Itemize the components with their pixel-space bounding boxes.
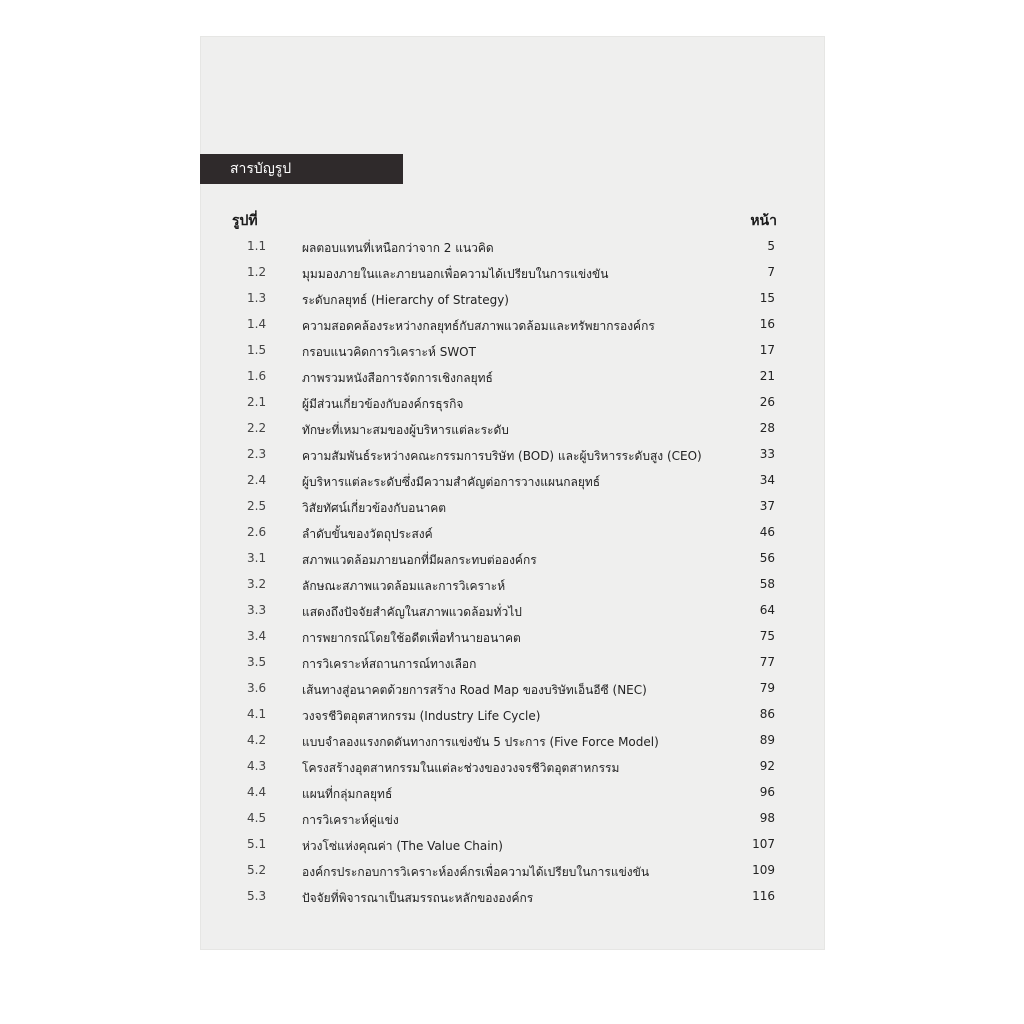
figure-page: 15: [759, 291, 775, 305]
figure-page: 89: [759, 733, 775, 747]
section-title-bar: สารบัญรูป: [200, 154, 403, 184]
figure-title: สภาพแวดล้อมภายนอกที่มีผลกระทบต่อองค์กร: [302, 553, 537, 567]
figure-entry: [200, 702, 825, 728]
figure-number: 1.4: [247, 317, 267, 331]
figure-title: ห่วงโซ่แห่งคุณค่า (The Value Chain): [302, 839, 503, 853]
figure-entry: [200, 338, 825, 364]
figure-page: 21: [759, 369, 775, 383]
figure-entry: [200, 858, 825, 884]
figure-entry: [200, 806, 825, 832]
figure-entry: [200, 312, 825, 338]
figure-number: 4.4: [247, 785, 267, 799]
figure-entry: [200, 494, 825, 520]
figure-entry: [200, 728, 825, 754]
figure-page: 5: [767, 239, 775, 253]
figure-entry: [200, 754, 825, 780]
figure-number: 1.5: [247, 343, 267, 357]
figure-entry: [200, 572, 825, 598]
figure-entry: [200, 780, 825, 806]
figure-page: 37: [759, 499, 775, 513]
figure-list: [200, 234, 825, 910]
figure-title: ความสอดคล้องระหว่างกลยุทธ์กับสภาพแวดล้อมและทรัพยากรองค์กร: [302, 319, 655, 333]
figure-page: 17: [759, 343, 775, 357]
page-column-header: หน้า: [750, 213, 777, 229]
figure-title: ลักษณะสภาพแวดล้อมและการวิเคราะห์: [302, 579, 506, 593]
figure-page: 75: [759, 629, 775, 643]
figure-page: 56: [759, 551, 775, 565]
figure-title: ปัจจัยที่พิจารณาเป็นสมรรถนะหลักขององค์กร: [302, 891, 534, 905]
figure-title: เส้นทางสู่อนาคตด้วยการสร้าง Road Map ของบริษัทเอ็นอีซี (NEC): [302, 683, 647, 697]
figure-title: ความสัมพันธ์ระหว่างคณะกรรมการบริษัท (BOD) และผู้บริหารระดับสูง (CEO): [302, 449, 702, 463]
figure-number: 5.3: [247, 889, 267, 903]
figure-page: 98: [759, 811, 775, 825]
figure-number: 3.4: [247, 629, 267, 643]
figure-title: การวิเคราะห์คู่แข่ง: [302, 813, 399, 827]
figure-number: 4.5: [247, 811, 267, 825]
figure-title: การวิเคราะห์สถานการณ์ทางเลือก: [302, 657, 477, 671]
figure-number: 1.2: [247, 265, 267, 279]
figure-number: 2.4: [247, 473, 267, 487]
figure-entry: [200, 884, 825, 910]
figure-page: 58: [759, 577, 775, 591]
figure-number: 1.1: [247, 239, 267, 253]
figure-entry: [200, 546, 825, 572]
figure-page: 116: [752, 889, 775, 903]
figure-number: 3.6: [247, 681, 267, 695]
figure-title: การพยากรณ์โดยใช้อดีตเพื่อทำนายอนาคต: [302, 631, 521, 645]
figure-entry: [200, 598, 825, 624]
figure-title: ผลตอบแทนที่เหนือกว่าจาก 2 แนวคิด: [302, 241, 494, 255]
figure-entry: [200, 416, 825, 442]
figure-entry: [200, 520, 825, 546]
figure-entry: [200, 442, 825, 468]
figure-number: 2.2: [247, 421, 267, 435]
figure-entry: [200, 390, 825, 416]
figure-number: 5.2: [247, 863, 267, 877]
figure-title: แผนที่กลุ่มกลยุทธ์: [302, 787, 393, 801]
figure-number: 4.1: [247, 707, 267, 721]
figure-number: 3.3: [247, 603, 267, 617]
figure-title: วิสัยทัศน์เกี่ยวข้องกับอนาคต: [302, 501, 447, 515]
figure-number: 1.6: [247, 369, 267, 383]
figure-title: แบบจำลองแรงกดดันทางการแข่งขัน 5 ประการ (Five Force Model): [302, 735, 659, 749]
figure-title: มุมมองภายในและภายนอกเพื่อความได้เปรียบในการแข่งขัน: [302, 267, 609, 281]
figure-page: 77: [759, 655, 775, 669]
figure-entry: [200, 624, 825, 650]
figure-number: 3.1: [247, 551, 267, 565]
figure-page: 107: [752, 837, 775, 851]
figure-title: ระดับกลยุทธ์ (Hierarchy of Strategy): [302, 293, 509, 307]
figure-entry: [200, 468, 825, 494]
figure-page: 64: [759, 603, 775, 617]
figure-number: 5.1: [247, 837, 267, 851]
figure-title: ภาพรวมหนังสือการจัดการเชิงกลยุทธ์: [302, 371, 493, 385]
figure-entry: [200, 676, 825, 702]
figure-page: 46: [759, 525, 775, 539]
figure-title: ทักษะที่เหมาะสมของผู้บริหารแต่ละระดับ: [302, 423, 509, 437]
figure-page: 16: [759, 317, 775, 331]
figure-title: ผู้มีส่วนเกี่ยวข้องกับองค์กรธุรกิจ: [302, 397, 464, 411]
figure-title: ผู้บริหารแต่ละระดับซึ่งมีความสำคัญต่อการวางแผนกลยุทธ์: [302, 475, 601, 489]
figure-title: แสดงถึงปัจจัยสำคัญในสภาพแวดล้อมทั่วไป: [302, 605, 522, 619]
figure-page: 109: [752, 863, 775, 877]
figure-page: 28: [759, 421, 775, 435]
figure-entry: [200, 832, 825, 858]
figure-page: 86: [759, 707, 775, 721]
figure-entry: [200, 650, 825, 676]
figure-entry: [200, 364, 825, 390]
figure-number: 2.3: [247, 447, 267, 461]
figure-page: 7: [767, 265, 775, 279]
figure-page: 33: [759, 447, 775, 461]
figure-page: 34: [759, 473, 775, 487]
figure-page: 92: [759, 759, 775, 773]
figure-number: 2.6: [247, 525, 267, 539]
figure-number: 2.5: [247, 499, 267, 513]
figure-column-header: รูปที่: [232, 213, 258, 229]
figure-number: 4.3: [247, 759, 267, 773]
figure-title: ลำดับขั้นของวัตถุประสงค์: [302, 527, 433, 541]
figure-title: โครงสร้างอุตสาหกรรมในแต่ละช่วงของวงจรชีวิตอุตสาหกรรม: [302, 761, 620, 775]
book-page: [200, 36, 825, 950]
figure-title: กรอบแนวคิดการวิเคราะห์ SWOT: [302, 345, 476, 359]
figure-page: 26: [759, 395, 775, 409]
figure-number: 2.1: [247, 395, 267, 409]
figure-entry: [200, 234, 825, 260]
figure-number: 3.5: [247, 655, 267, 669]
figure-title: องค์กรประกอบการวิเคราะห์องค์กรเพื่อความได้เปรียบในการแข่งขัน: [302, 865, 650, 879]
figure-number: 4.2: [247, 733, 267, 747]
figure-title: วงจรชีวิตอุตสาหกรรม (Industry Life Cycle): [302, 709, 541, 723]
figure-page: 96: [759, 785, 775, 799]
figure-entry: [200, 260, 825, 286]
figure-page: 79: [759, 681, 775, 695]
figure-number: 1.3: [247, 291, 267, 305]
figure-number: 3.2: [247, 577, 267, 591]
figure-entry: [200, 286, 825, 312]
